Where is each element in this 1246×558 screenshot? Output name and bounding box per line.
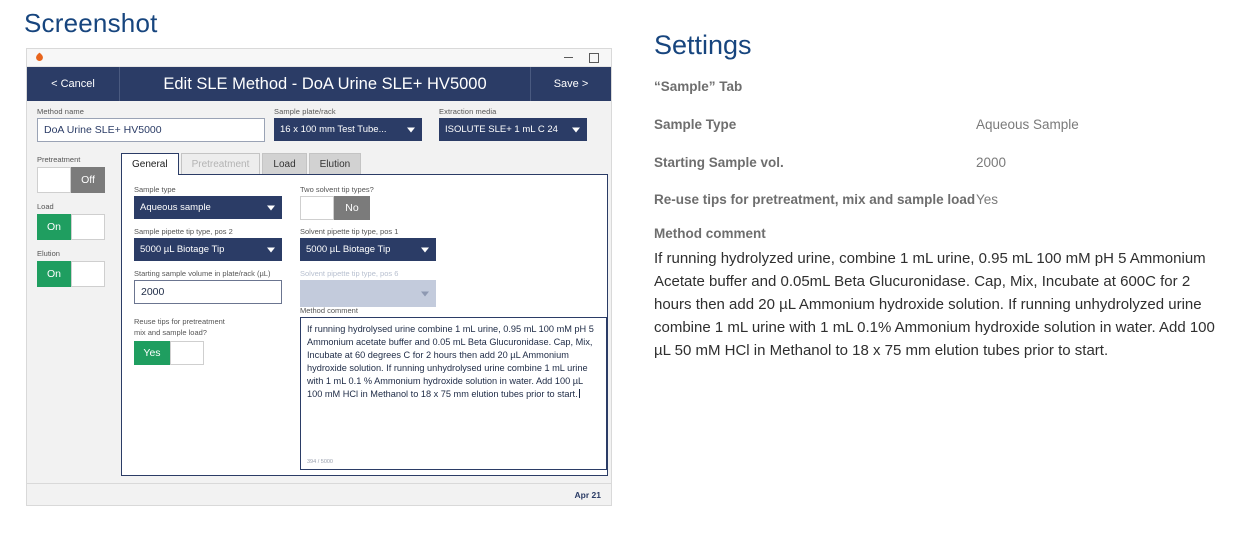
reuse-tips-toggle-state: Yes	[143, 347, 161, 359]
general-tab-content	[121, 174, 608, 476]
method-comment-label: Method comment	[300, 306, 358, 315]
sample-type-value: Aqueous sample	[140, 202, 211, 213]
sample-plate-rack-label: Sample plate/rack	[274, 107, 336, 116]
load-toggle[interactable]	[37, 214, 105, 240]
solvent-tip-1-field	[300, 227, 436, 261]
pretreatment-label: Pretreatment	[37, 155, 81, 164]
sample-type-dropdown[interactable]	[134, 196, 282, 219]
solvent-tip-6-dropdown	[300, 280, 436, 307]
top-field-row	[27, 101, 611, 149]
form-body	[27, 149, 611, 481]
method-comment-label-wrap	[300, 306, 358, 317]
app-header	[27, 67, 611, 101]
pretreatment-toggle[interactable]	[37, 167, 105, 193]
solvent-tip-6-field	[300, 269, 436, 307]
chevron-down-icon	[421, 291, 429, 296]
method-name-field	[37, 107, 265, 142]
settings-subtitle: “Sample” Tab	[654, 79, 743, 94]
reuse-tips-label-line2: mix and sample load?	[134, 328, 207, 337]
starting-volume-label: Starting sample volume in plate/rack (µL)	[134, 269, 271, 278]
save-button[interactable]: Save >	[530, 67, 611, 101]
two-solvent-tips-field	[300, 185, 436, 220]
settings-row	[654, 190, 1220, 210]
solvent-tip-1-value: 5000 µL Biotage Tip	[306, 244, 391, 255]
setting-key: Sample Type	[654, 117, 737, 132]
toggle-knob	[170, 341, 204, 365]
chevron-down-icon	[267, 247, 275, 252]
solvent-tip-1-label: Solvent pipette tip type, pos 1	[300, 227, 399, 236]
pretreatment-toggle-group	[37, 155, 105, 193]
cancel-button[interactable]: < Cancel	[27, 67, 120, 101]
sample-tip-value: 5000 µL Biotage Tip	[140, 244, 225, 255]
settings-row	[654, 153, 1220, 173]
sample-type-label: Sample type	[134, 185, 176, 194]
setting-value: Aqueous Sample	[976, 117, 1079, 132]
sample-type-field	[134, 185, 282, 219]
window-title: Edit SLE Method - DoA Urine SLE+ HV5000	[163, 74, 487, 93]
status-bar	[27, 483, 611, 505]
sample-plate-rack-value: 16 x 100 mm Test Tube...	[280, 124, 387, 135]
extraction-media-dropdown[interactable]	[439, 118, 587, 141]
text-cursor	[579, 389, 580, 398]
chevron-down-icon	[572, 127, 580, 132]
sample-tip-field	[134, 227, 282, 261]
elution-toggle[interactable]	[37, 261, 105, 287]
reuse-tips-field	[134, 317, 282, 365]
settings-title: Settings	[654, 30, 752, 60]
application-window	[26, 48, 612, 506]
load-label: Load	[37, 202, 54, 211]
elution-toggle-state: On	[46, 268, 61, 280]
solvent-tip-6-label: Solvent pipette tip type, pos 6	[300, 269, 399, 278]
settings-method-comment-text: If running hydrolyzed urine, combine 1 mL urine, 0.95 mL 100 mM pH 5 Ammonium Acetate buffer and 0.05mL Beta Glucuronidase. Cap, Mix, Incubate at 600C for 2 hours then add 20 µL Ammonium hydroxide solution. If running unhydrolyzed urine combine 1 mL urine with 1 mL 0.1% Ammonium hydroxide solution in water. Add 100 µL 50 mM HCl in Methanol to 18 x 75 mm elution tubes prior to start.	[654, 249, 1215, 360]
chevron-down-icon	[407, 127, 415, 132]
extraction-media-field	[439, 107, 587, 141]
page-title: Screenshot	[24, 8, 158, 38]
setting-key: Starting Sample vol.	[654, 154, 784, 170]
app-logo-icon	[32, 52, 46, 64]
elution-toggle-group	[37, 249, 105, 287]
setting-key: Re-use tips for pretreatment, mix and sample load	[654, 192, 976, 208]
two-solvent-tips-toggle[interactable]	[300, 196, 370, 220]
status-date: Apr 21	[574, 489, 601, 500]
chevron-down-icon	[267, 205, 275, 210]
toggle-knob	[71, 261, 105, 287]
extraction-media-label: Extraction media	[439, 107, 497, 116]
tab-pretreatment: Pretreatment	[181, 153, 261, 175]
sample-tip-dropdown[interactable]	[134, 238, 282, 261]
method-tab-panel	[121, 151, 608, 477]
maximize-icon[interactable]	[589, 53, 599, 63]
chevron-down-icon	[421, 247, 429, 252]
toggle-knob	[71, 214, 105, 240]
load-toggle-group	[37, 202, 105, 240]
settings-panel	[654, 30, 1220, 362]
sample-tip-label: Sample pipette tip type, pos 2	[134, 227, 233, 236]
setting-value: Yes	[976, 192, 999, 208]
method-comment-textarea[interactable]	[300, 317, 607, 470]
sample-plate-rack-field	[274, 107, 422, 141]
setting-value: 2000	[976, 154, 1007, 170]
os-title-bar	[27, 49, 611, 67]
method-comment-counter: 394 / 5000	[307, 459, 333, 466]
reuse-tips-toggle[interactable]	[134, 341, 204, 365]
tabstrip	[121, 151, 608, 175]
method-name-label: Method name	[37, 107, 84, 116]
settings-method-comment-label: Method comment	[654, 225, 766, 241]
toggle-knob	[300, 196, 334, 220]
tab-elution[interactable]: Elution	[309, 153, 362, 175]
tab-general[interactable]: General	[121, 153, 179, 175]
starting-volume-input[interactable]: 2000	[134, 280, 282, 304]
solvent-tip-1-dropdown[interactable]	[300, 238, 436, 261]
toggle-knob	[37, 167, 71, 193]
method-name-input[interactable]: DoA Urine SLE+ HV5000	[37, 118, 265, 142]
sample-plate-rack-dropdown[interactable]	[274, 118, 422, 141]
settings-row	[654, 115, 1220, 135]
extraction-media-value: ISOLUTE SLE+ 1 mL C 24	[445, 124, 558, 135]
starting-volume-field	[134, 269, 282, 304]
method-comment-text: If running hydrolysed urine combine 1 mL urine, 0.95 mL 100 mM pH 5 Ammonium acetate buffer and 0.05 mL Beta Glucuronidase. Cap, Mix, Incubate at 60 degrees C for 2 hours then add 20 µL Ammonium hydroxide solution. If running unhydrolysed urine combine 1 mL urine with 1 mL 0.1 % Ammonium hydroxide solution in water. Add 100 µL 100 mM HCl in Methanol to 18 x 75 mm elution tubes prior to start.	[307, 324, 594, 400]
two-solvent-tips-label: Two solvent tip types?	[300, 185, 374, 194]
tab-load[interactable]: Load	[262, 153, 306, 175]
elution-label: Elution	[37, 249, 60, 258]
minimize-icon[interactable]	[564, 57, 573, 58]
pretreatment-toggle-state: Off	[81, 174, 95, 186]
reuse-tips-label-line1: Reuse tips for pretreatment	[134, 317, 225, 326]
two-solvent-tips-toggle-state: No	[345, 202, 359, 214]
load-toggle-state: On	[46, 221, 61, 233]
